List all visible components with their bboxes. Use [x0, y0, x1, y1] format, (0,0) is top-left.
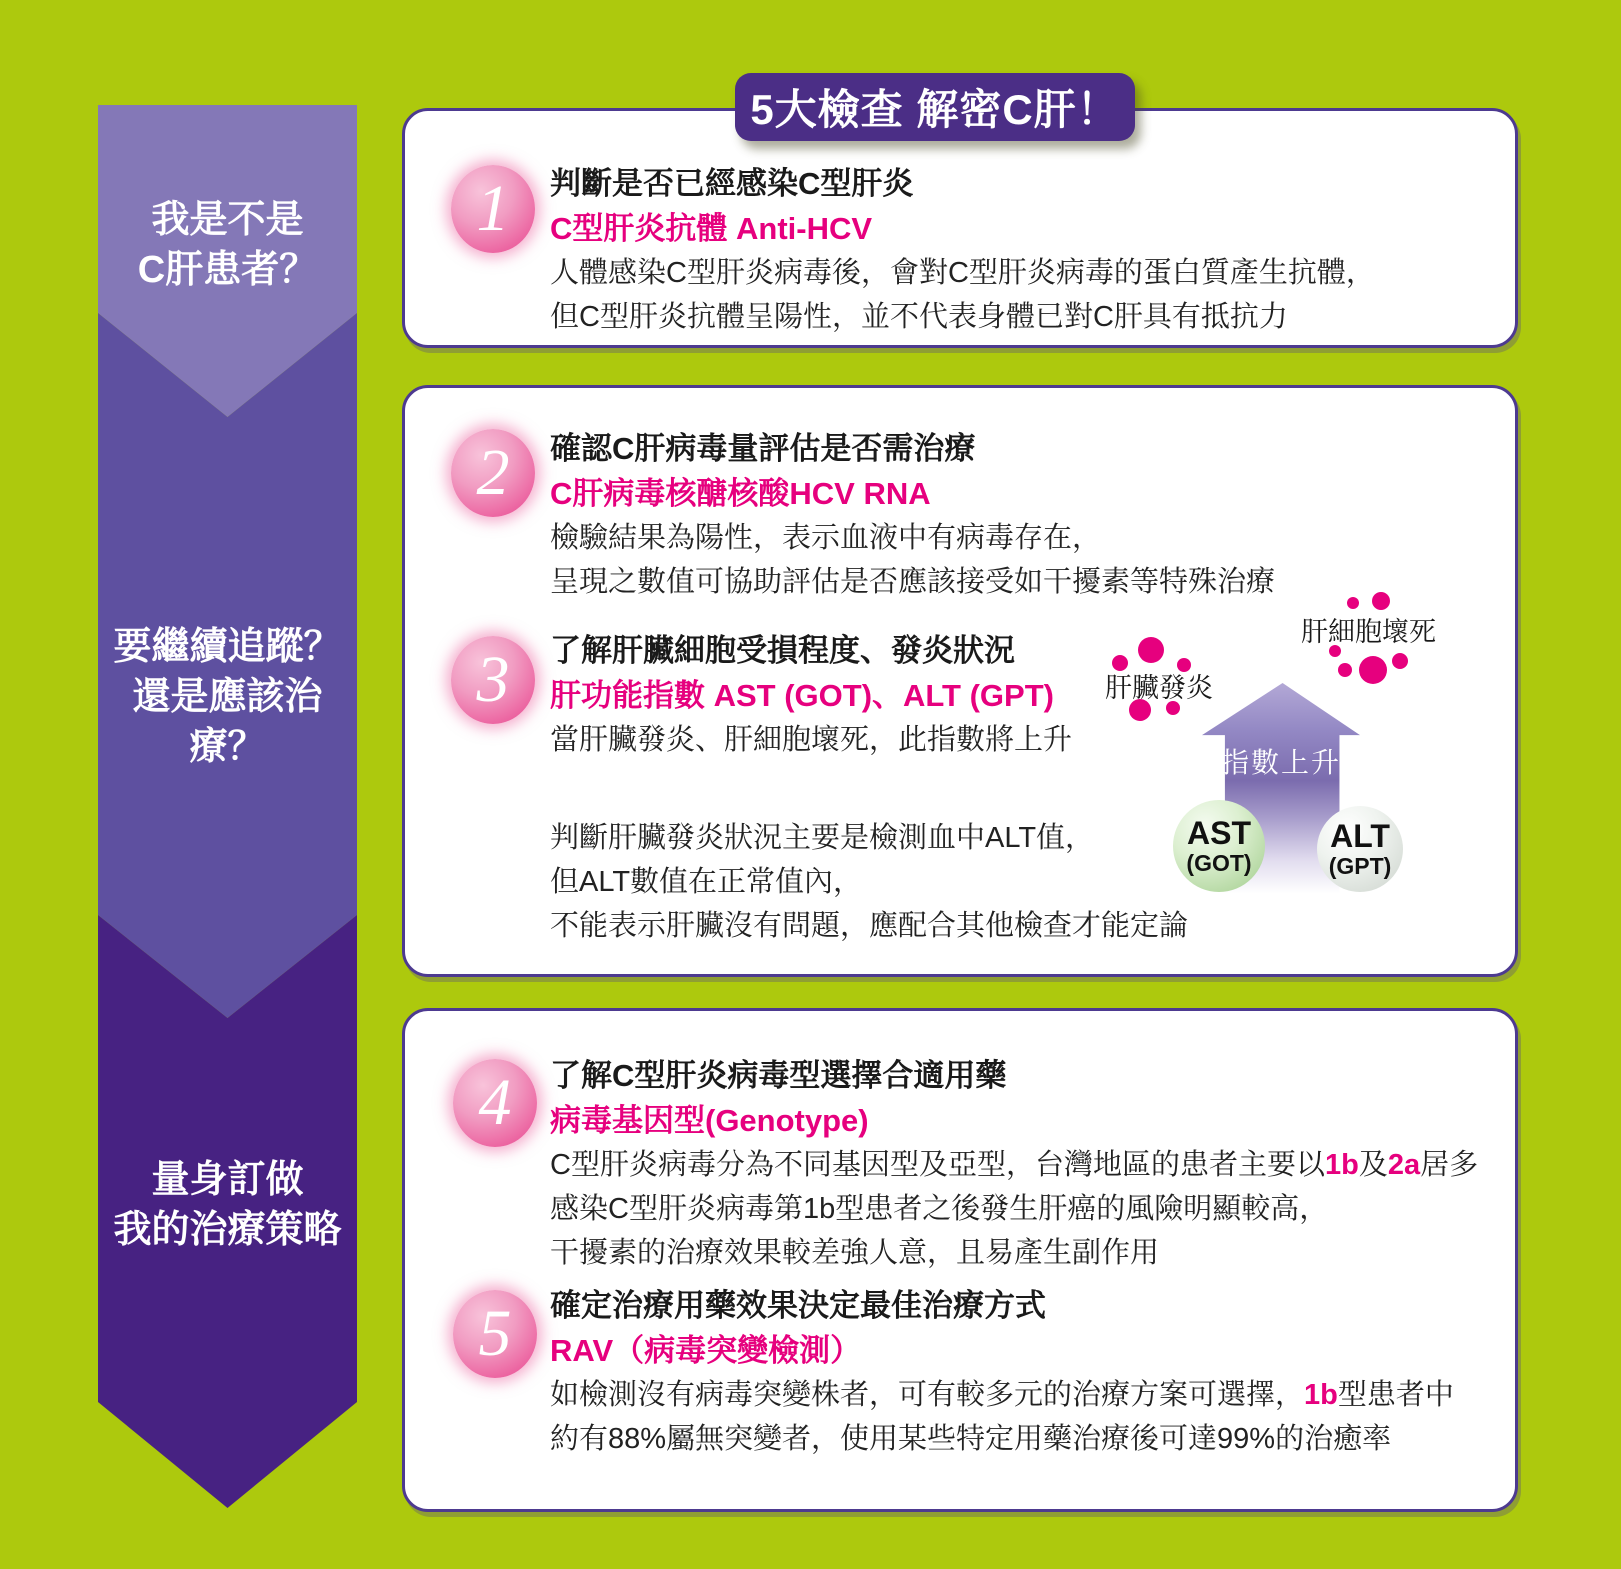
step-3-subheading: 肝功能指數 AST (GOT)、ALT (GPT) — [550, 678, 1054, 713]
step-1-badge: 1 — [451, 165, 535, 253]
alt-note-line: 不能表示肝臟沒有問題，應配合其他檢查才能定論 — [550, 910, 1189, 942]
virus-dot-icon — [1138, 637, 1164, 663]
alt-note — [550, 816, 1188, 948]
step-4-body-text: C型肝炎病毒分為不同基因型及亞型，台灣地區的患者主要以 — [550, 1149, 1325, 1181]
step-1-text — [550, 161, 1375, 339]
step-3-heading: 了解肝臟細胞受損程度、發炎狀況 — [550, 633, 1015, 668]
step-4-body-text: 及 — [1358, 1149, 1388, 1181]
step-2-subheading: C肝病毒核醣核酸HCV RNA — [550, 476, 931, 511]
step-4-text — [550, 1053, 1478, 1275]
flow-step-3-label — [98, 1155, 357, 1255]
step-1-body-line: 人體感染C型肝炎病毒後，會對C型肝炎病毒的蛋白質產生抗體， — [550, 257, 1375, 289]
alt-sphere — [1317, 806, 1403, 892]
step-5-badge: 5 — [453, 1290, 537, 1378]
step-2-body-line: 呈現之數值可協助評估是否應該接受如干擾素等特殊治療 — [550, 566, 1276, 598]
step-3-body-line: 當肝臟發炎、肝細胞壞死，此指數將上升 — [550, 724, 1073, 756]
got-label: (GOT) — [1186, 850, 1252, 876]
step-4-body-line: 感染C型肝炎病毒第1b型患者之後發生肝癌的風險明顯較高， — [550, 1193, 1329, 1225]
step-1-subheading: C型肝炎抗體 Anti-HCV — [550, 211, 873, 246]
flow-step-3-line-1: 量身訂做 — [151, 1159, 304, 1201]
step-1-heading: 判斷是否已經感染C型肝炎 — [550, 166, 914, 201]
flow-step-1-label — [98, 195, 357, 295]
step-5-body-text: 如檢測沒有病毒突變株者，可有較多元的治療方案可選擇， — [550, 1379, 1305, 1411]
flow-step-1-line-1: 我是不是 — [151, 199, 304, 241]
flow-step-2-line-2: 還是應該治療？ — [132, 676, 323, 768]
flow-step-2-label — [98, 622, 357, 772]
step-5-text — [550, 1283, 1454, 1461]
card-anti-hcv — [402, 108, 1518, 348]
virus-dot-icon — [1347, 597, 1359, 609]
flow-step-2-line-1: 要繼續追蹤？ — [113, 626, 342, 668]
step-2-heading: 確認C肝病毒量評估是否需治療 — [550, 431, 976, 466]
step-3-badge: 3 — [451, 636, 535, 724]
step-5-body-line: 約有88%屬無突變者，使用某些特定用藥治療後可達99%的治癒率 — [550, 1423, 1392, 1455]
step-5-body-text: 型患者中 — [1337, 1379, 1454, 1411]
page-title: 5大檢查 解密C肝！ — [735, 73, 1135, 141]
step-4-body-line — [550, 1143, 1478, 1187]
virus-dot-icon — [1338, 663, 1352, 677]
flow-arrow — [98, 105, 357, 1508]
ast-label: AST — [1187, 815, 1251, 851]
step-4-body-line: 干擾素的治療效果較差強人意，且易產生副作用 — [550, 1237, 1160, 1269]
virus-dot-icon — [1392, 653, 1408, 669]
alt-note-line: 判斷肝臟發炎狀況主要是檢測血中ALT值， — [550, 822, 1095, 854]
index-rise-label: 指數上升 — [1220, 747, 1341, 778]
genotype-2a-highlight: 2a — [1387, 1149, 1421, 1181]
step-5-body-line — [550, 1373, 1454, 1417]
step-5-subheading: RAV（病毒突變檢測） — [550, 1333, 862, 1368]
virus-dot-icon — [1359, 656, 1387, 684]
step-1-body-line: 但C型肝炎抗體呈陽性，並不代表身體已對C肝具有抵抗力 — [550, 301, 1288, 333]
step-5-heading: 確定治療用藥效果決定最佳治療方式 — [550, 1288, 1046, 1323]
virus-dot-icon — [1372, 592, 1390, 610]
step-2-text — [550, 426, 1275, 604]
ast-sphere — [1173, 800, 1265, 892]
step-4-heading: 了解C型肝炎病毒型選擇合適用藥 — [550, 1058, 1007, 1093]
card-genotype-rav — [402, 1008, 1518, 1512]
alt-label: ALT — [1330, 818, 1390, 854]
necrosis-label: 肝細胞壞死 — [1301, 617, 1436, 647]
step-3-text — [550, 628, 1072, 762]
flow-step-1-line-2: C肝患者？ — [137, 249, 318, 291]
genotype-1b-highlight: 1b — [1324, 1149, 1359, 1181]
card-hcv-rna-ast-alt — [402, 385, 1518, 977]
inflammation-label: 肝臟發炎 — [1105, 673, 1213, 703]
step-2-body-line: 檢驗結果為陽性，表示血液中有病毒存在， — [550, 522, 1102, 554]
step-4-subheading: 病毒基因型(Genotype) — [550, 1103, 869, 1138]
gpt-label: (GPT) — [1328, 853, 1392, 879]
genotype-1b-highlight: 1b — [1304, 1379, 1338, 1411]
flow-step-3-line-2: 我的治療策略 — [113, 1209, 342, 1251]
alt-note-line: 但ALT數值在正常值內， — [550, 866, 863, 898]
step-4-badge: 4 — [453, 1059, 537, 1147]
step-4-body-text: 居多 — [1420, 1149, 1479, 1181]
step-2-badge: 2 — [451, 429, 535, 517]
